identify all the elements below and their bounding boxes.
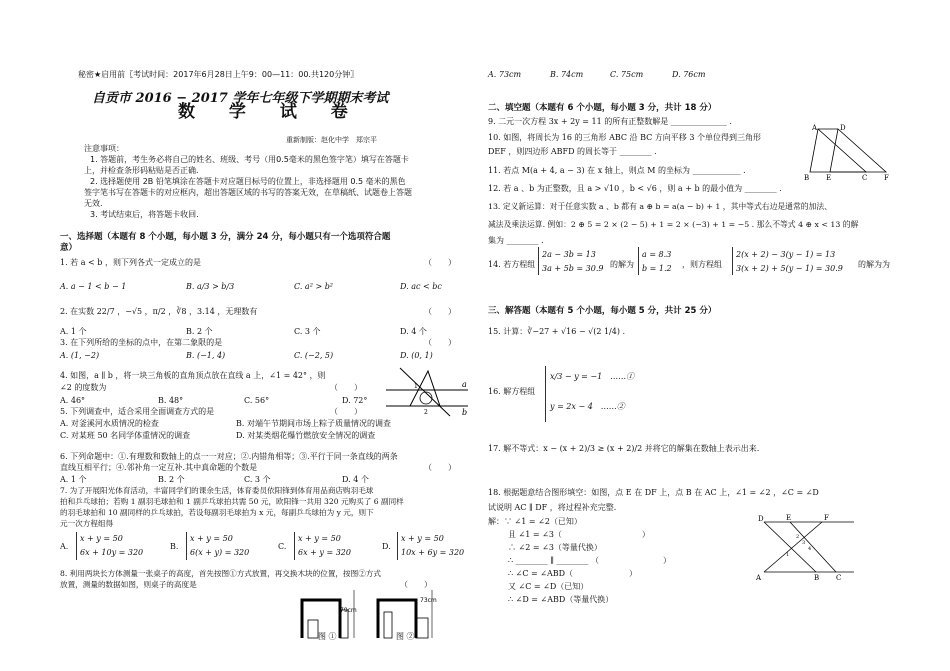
q14-mid-1: 的解为 [610, 260, 634, 269]
q3-option-b: B. (−1, 4) [186, 351, 226, 360]
brace [732, 247, 733, 275]
notes-line-3: 2. 选择题使用 2B 铅笔填涂在答题卡对应题目标号的位置上，非选择题用 0.5 毫米的黑色 [90, 177, 406, 186]
q7-option-d-eq1: x + y = 50 [401, 534, 444, 543]
q2-option-c: C. 3 个 [294, 327, 321, 336]
q10-figure [804, 124, 892, 182]
q18-figure [756, 514, 860, 584]
q7-stem-3: 的羽毛球拍和 10 副同样的乒乓球拍，若设每副羽毛球拍为 x 元，每副乒乓球拍为 y 元，则下 [60, 508, 374, 517]
label-angle-1: 1 [414, 383, 418, 390]
q4-option-d: D. 72° [342, 396, 368, 405]
triangle-abc [810, 129, 866, 172]
q1-option-b: B. a/3 > b/3 [186, 282, 235, 291]
q14-sys1-eq2: 3a + 5b = 30.9 [542, 264, 604, 273]
q2-paren: （ ） [424, 307, 456, 316]
q1-option-a: A. a − 1 < b − 1 [60, 282, 127, 291]
q8-option-b: B. 74cm [550, 70, 584, 79]
q14-sol1-b: b = 1.2 [642, 264, 672, 273]
q18-solution-4: ∴ ________ ∥ ________ （ ） [508, 556, 671, 565]
notes-line-2: 上，并检查条形码粘贴是否正确. [84, 166, 199, 175]
fig10-A: A [812, 124, 818, 132]
q5-paren: （ ） [330, 407, 362, 416]
fig10-F: F [884, 174, 889, 182]
q7-option-a-eq2: 6x + 10y = 320 [80, 548, 144, 557]
q3-option-d: D. (0, 1) [400, 351, 433, 360]
fig1-label: 图 ① [318, 632, 337, 641]
reedit-line: 重新制版：赵化中学 郑宗平 [286, 136, 377, 144]
brace [545, 366, 546, 422]
q1-option-c: C. a² > b² [294, 282, 334, 291]
q7-option-b-eq2: 6(x + y) = 320 [190, 548, 250, 557]
q10-stem: 10. 如图，将周长为 16 的三角形 ABC 沿 BC 方向平移 3 个单位得到三角形 [488, 133, 761, 142]
q4-option-b: B. 48° [158, 396, 184, 405]
section1-title-cont: 意） [60, 243, 78, 253]
brace [186, 532, 187, 560]
section1-title: 一、选择题（本题有 8 个小题，每小题 3 分，满分 24 分，每小题只有一个选项符合题 [60, 232, 391, 242]
q14-prefix: 14. 若方程组 [488, 260, 536, 269]
q18-solution-1: 解：∵ ∠1 = ∠2（已知） [488, 517, 582, 526]
q18-solution-3: ∴ ∠2 = ∠3（等量代换） [508, 543, 602, 552]
q9: 9. 二元一次方程 3x + 2y = 11 的所有正整数解是 ______________ . [488, 117, 732, 126]
q7-stem-4: 元一次方程组得 [60, 519, 114, 528]
notes-line-4: 签字笔书写在答题卡的对应框内，超出答题区域的书写的答案无效，在草稿纸、试题卷上答题 [84, 188, 412, 197]
q4-paren: （ ） [330, 383, 362, 392]
label-a: a [462, 380, 467, 389]
q6-option-c: C. 3 个 [244, 475, 271, 484]
q13-stem-2: 减法及乘法运算. 例如：2 ⊕ 5 = 2 × (2 − 5) + 1 = 2 × (−3) + 1 = −5 . 那么不等式 4 ⊕ x < 13 的解 [488, 220, 859, 229]
q10-stem-cont: DEF ，则四边形 ABFD 的周长等于 ________ . [488, 147, 657, 156]
q1-paren: （ ） [424, 258, 456, 267]
q14-sol1-a: a = 8.3 [642, 250, 672, 259]
q18-solution-5: ∴ ∠C = ∠ABD（ ） [508, 569, 638, 578]
q2-stem: 2. 在实数 22/7 ，−√5 ，π/2 ，∛8 ，3.14 ，无理数有 [60, 307, 258, 316]
q2-option-a: A. 1 个 [60, 327, 87, 336]
q14-sys1-eq1: 2a − 3b = 13 [542, 250, 596, 259]
section2-title: 二、填空题（本题有 6 个小题，每小题 3 分，共计 18 分） [488, 103, 717, 113]
q5-option-d: D. 对某类烟花爆竹燃放安全情况的调查 [236, 431, 376, 440]
q14-sys2-eq1: 2(x + 2) − 3(y − 1) = 13 [736, 250, 836, 259]
q16-prefix: 16. 解方程组 [488, 387, 536, 396]
fig18-angle-1: 1 [786, 552, 790, 558]
q5-option-a: A. 对釜溪河水质情况的检查 [60, 419, 159, 428]
q4-option-a: A. 46° [60, 396, 86, 405]
q3-option-c: C. (−2, 5) [294, 351, 334, 360]
q14-sys2-eq2: 3(x + 2) + 5(y − 1) = 30.9 [736, 264, 843, 273]
q4-stem: 4. 如图，a ∥ b ，将一块三角板的直角顶点放在直线 a 上，∠1 = 42° ，则 [60, 371, 326, 380]
q4-figure [380, 368, 470, 420]
brace [638, 247, 639, 275]
block-1a [308, 620, 318, 638]
q2-option-d: D. 4 个 [400, 327, 427, 336]
fig18-E: E [786, 514, 792, 522]
fig10-E: E [826, 174, 832, 182]
subject-title: 数 学 试 卷 [178, 102, 362, 122]
q12: 12. 若 a 、b 为正整数，且 a > √10 ，b < √6 ，则 a + b 的最小值为 ________ . [488, 184, 782, 193]
q8-option-c: C. 75cm [610, 70, 644, 79]
q7-option-c-eq1: x + y = 50 [298, 534, 341, 543]
triangle-def [830, 129, 886, 172]
q2-option-b: B. 2 个 [186, 327, 213, 336]
fig18-D: D [758, 515, 764, 523]
angle-arc [420, 392, 432, 404]
q1-stem: 1. 若 a < b ，则下列各式一定成立的是 [60, 258, 201, 267]
q3-paren: （ ） [424, 338, 456, 347]
q7-option-c-label: C. [278, 542, 287, 551]
q13-stem-1: 13. 定义新运算：对于任意实数 a 、b 都有 a ⊕ b = a(a − b) + 1 ，其中等式右边是通常的加法、 [488, 202, 832, 211]
q7-option-d-label: D. [382, 542, 391, 551]
q5-option-c: C. 对某班 50 名同学体重情况的调查 [60, 431, 191, 440]
section3-title: 三、解答题（本题有 5 个小题，每小题 5 分，共计 25 分） [488, 306, 717, 316]
q14-suffix: 的解为为 [858, 260, 890, 269]
block-2a [384, 612, 392, 638]
q18-solution-2: 且 ∠1 = ∠3（ ） [508, 530, 650, 539]
q17: 17. 解不等式：x − (x + 2)/3 ≥ (x + 2)/2 并将它的解集在数轴上表示出来. [488, 444, 760, 453]
q5-option-b: B. 对端午节期间市场上粽子质量情况的调查 [236, 419, 391, 428]
q8-paren: （ ） [400, 580, 432, 589]
q6-paren: （ ） [424, 463, 456, 472]
q7-option-a-eq1: x + y = 50 [80, 534, 123, 543]
q7-stem-2: 拍和乒乓球拍；若购 1 副羽毛球拍和 1 副乒乓球拍共需 50 元，欧阳锋一共用 320 元购买了 6 副同样 [60, 497, 404, 506]
q6-stem: 6. 下列命题中：①.有理数和数轴上的点一一对应；②.内错角相等；③.平行于同一条直线的两条 [60, 452, 398, 461]
brace [538, 247, 539, 275]
q18-solution-6: 又 ∠C = ∠D（已知） [508, 582, 589, 591]
q8-stem-cont: 放置，测量的数据如图，则桌子的高度是 [60, 580, 197, 589]
q11: 11. 若点 M(a + 4, a − 3) 在 x 轴上，则点 M 的坐标为 ____________ . [488, 166, 746, 175]
q6-option-d: D. 4 个 [342, 475, 369, 484]
q16-eq1: x/3 − y = −1 ……① [550, 372, 635, 381]
q4-stem-cont: ∠2 的度数为 [60, 383, 107, 392]
fig18-angle-3: 3 [802, 540, 806, 546]
q7-option-d-eq2: 10x + 6y = 320 [401, 548, 465, 557]
q18-stem: 18. 根据题意结合图形填空：如图，点 E 在 DF 上，点 B 在 AC 上，∠1 = ∠2 ，∠C = ∠D [488, 488, 819, 497]
q15: 15. 计算：∛−27 + √16 − √(2 1/4) . [488, 327, 626, 336]
brace [397, 532, 398, 560]
q8-option-d: D. 76cm [672, 70, 706, 79]
notes-line-6: 3. 考试结束后，将答题卡收回. [90, 210, 199, 219]
q1-option-d: D. ac < bc [400, 282, 442, 291]
fig1-dim: 79cm [340, 607, 357, 614]
q8-stem: 8. 利用两块长方体测量一张桌子的高度，首先按图①方式放置，再交换木块的位置，按图②方式 [60, 569, 381, 578]
fig2-label: 图 ② [396, 632, 415, 641]
q3-stem: 3. 在下列所给的坐标的点中，在第二象限的是 [60, 338, 223, 347]
q8-option-a: A. 73cm [488, 70, 522, 79]
q5-stem: 5. 下列调查中，适合采用全面调查方式的是 [60, 407, 215, 416]
q6-option-a: A. 1 个 [60, 475, 87, 484]
fig18-angle-4: 4 [808, 546, 812, 552]
q4-option-c: C. 56° [244, 396, 270, 405]
fig2-dim: 73cm [420, 597, 437, 604]
label-b: b [462, 408, 468, 417]
fig10-C: C [862, 174, 868, 182]
fig10-B: B [804, 174, 810, 182]
q7-option-a-label: A. [60, 542, 69, 551]
fig18-F: F [824, 514, 829, 522]
q6-option-b: B. 2 个 [158, 475, 185, 484]
notes-line-1: 1. 答题前，考生务必将自己的姓名、班级、考号（用0.5毫米的黑色签字笔）填写在答题卡 [90, 155, 409, 164]
exam-title: 自贡市 2016 − 2017 学年七年级下学期期末考试 [92, 91, 389, 106]
q16-eq2: y = 2x − 4 ……② [550, 402, 625, 411]
q14-mid-2: ，则方程组 [682, 260, 722, 269]
q18-solution-7: ∴ ∠D = ∠ABD（等量代换） [508, 595, 614, 604]
fig18-A: A [756, 574, 762, 582]
q7-option-c-eq2: 6x + y = 320 [298, 548, 351, 557]
fig18-angle-2: 2 [796, 534, 800, 540]
brace [294, 532, 295, 560]
fig10-D: D [840, 124, 846, 132]
brace [76, 532, 77, 560]
label-angle-2: 2 [424, 409, 428, 416]
q7-option-b-eq1: x + y = 50 [190, 534, 233, 543]
fig18-B: B [814, 574, 820, 582]
q7-stem-1: 7. 为了开展阳光体育活动，丰富同学们的课余生活，体育委员依阳锋到体育用品商店购羽毛球 [60, 486, 374, 495]
fig18-C: C [836, 574, 842, 582]
q13-stem-3: 集为 ________ . [488, 236, 544, 245]
secret-line: 秘密★启用前〖考试时间：2017年6月28日上午9：00—11：00.共120分钟〗 [78, 70, 359, 79]
q3-option-a: A. (1, −2) [60, 351, 100, 360]
notes-title: 注意事项： [84, 144, 124, 153]
q18-stem-cont: 试说明 AC ∥ DF ，将过程补充完整. [488, 503, 617, 512]
q7-option-b-label: B. [170, 542, 179, 551]
notes-line-5: 无效. [84, 199, 103, 208]
q6-stem-cont: 直线互相平行；④.邻补角一定互补.其中真命题的个数是 [60, 463, 258, 472]
block-2b [416, 618, 428, 638]
